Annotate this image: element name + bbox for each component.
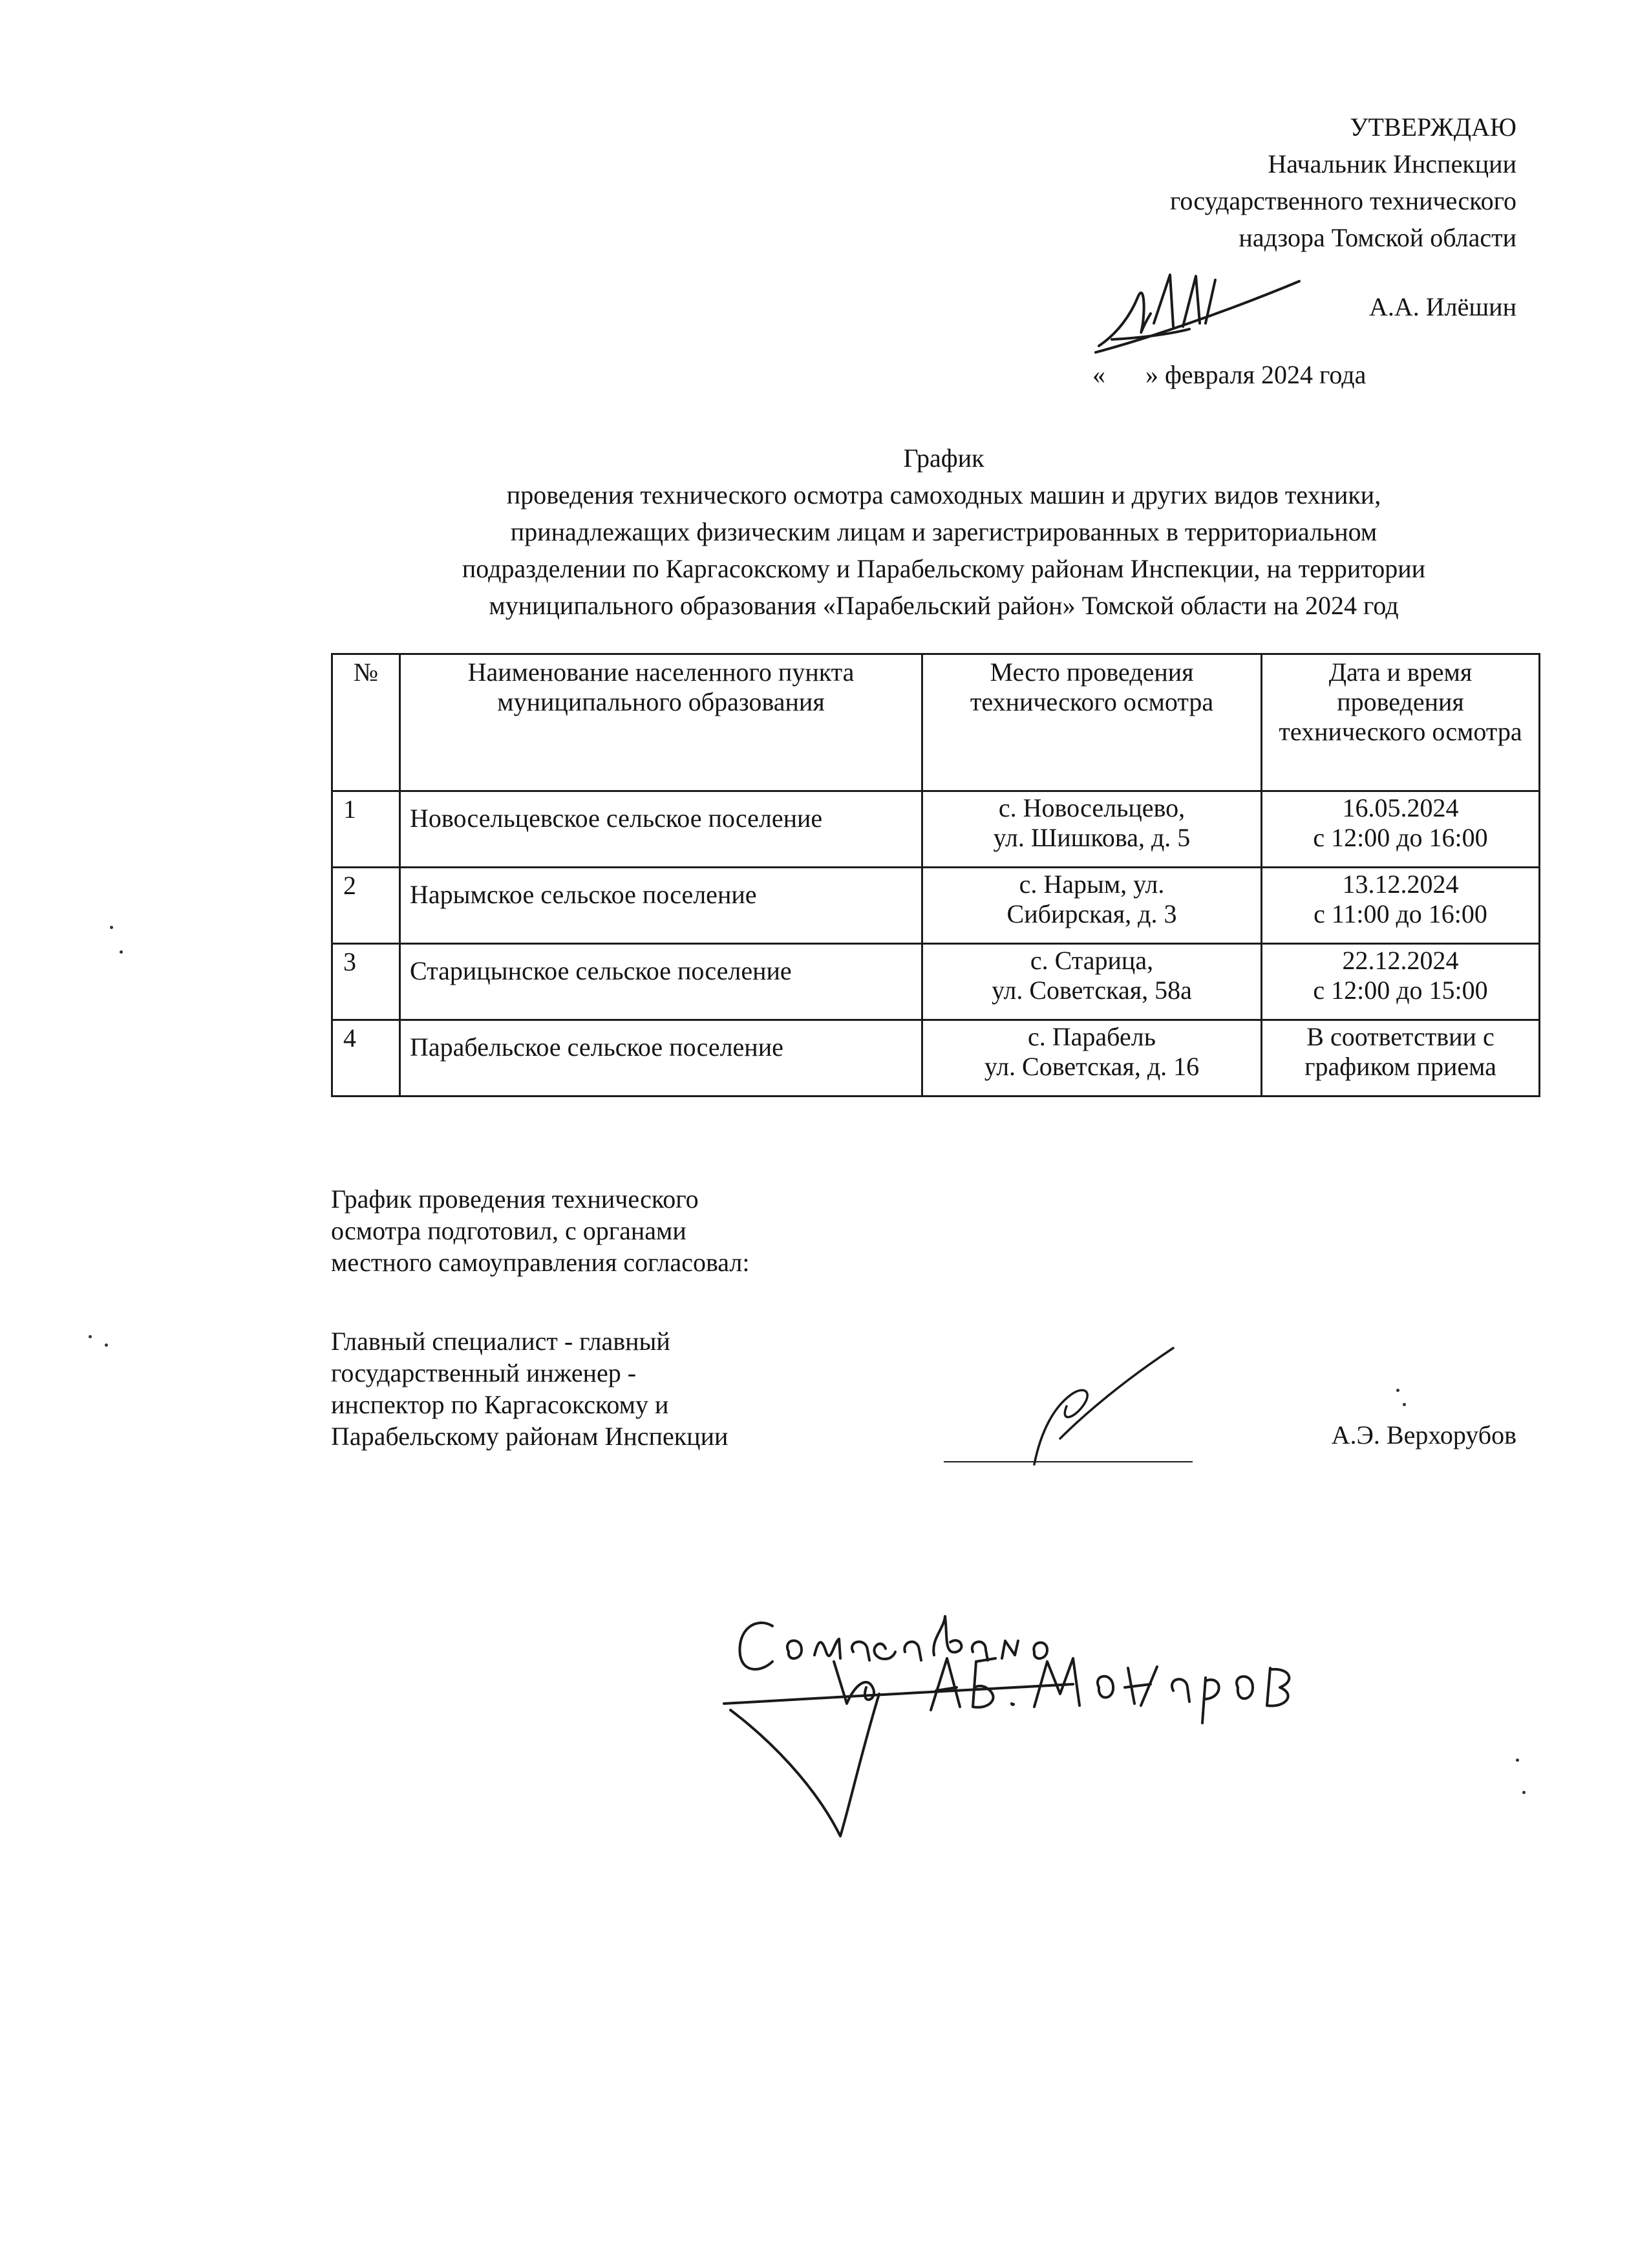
prepared-line: местного самоуправления согласовал:: [331, 1248, 750, 1277]
place-line: с. Новосельцево,: [998, 793, 1186, 822]
table-row: [332, 944, 1540, 1020]
scan-speck: [110, 926, 113, 929]
approval-date: [1092, 360, 1366, 390]
date-quote-open: «: [1092, 360, 1105, 389]
row-number: 3: [332, 944, 400, 1020]
scan-speck: [1396, 1389, 1399, 1392]
row-settlement: Новосельцевское сельское поселение: [400, 791, 922, 868]
scan-speck: [120, 950, 123, 954]
place-line: ул. Шишкова, д. 5: [993, 823, 1191, 852]
scan-speck: [89, 1335, 92, 1338]
row-number: 4: [332, 1020, 400, 1097]
row-number: 1: [332, 791, 400, 868]
table-row: [332, 868, 1540, 944]
row-settlement: Старицынское сельское поселение: [400, 944, 922, 1020]
table-header-row: [332, 654, 1540, 791]
approver-signature: [1092, 262, 1306, 359]
date-line: 22.12.2024: [1342, 946, 1459, 975]
row-settlement: Нарымское сельское поселение: [400, 868, 922, 944]
approval-position-line: государственного технического: [1169, 186, 1516, 215]
header-number: №: [332, 654, 400, 791]
scan-speck: [1516, 1759, 1519, 1762]
row-datetime: [1262, 944, 1540, 1020]
row-place: [922, 791, 1262, 868]
date-line: 16.05.2024: [1342, 793, 1459, 822]
specialist-signature: [1021, 1342, 1176, 1471]
time-line: с 12:00 до 15:00: [1313, 976, 1488, 1005]
date-rest: » февраля 2024 года: [1145, 360, 1367, 389]
place-line: с. Нарым, ул.: [1019, 870, 1165, 899]
place-line: Сибирская, д. 3: [1006, 899, 1177, 928]
time-line: с 12:00 до 16:00: [1313, 823, 1488, 852]
document-title: [336, 440, 1551, 624]
place-line: ул. Советская, 58а: [992, 976, 1192, 1005]
title-line: принадлежащих физическим лицам и зарегистрированных в территориальном: [510, 517, 1378, 546]
row-place: [922, 944, 1262, 1020]
specialist-line: инспектор по Каргасокскому и: [331, 1390, 669, 1419]
approval-heading: УТВЕРЖДАЮ: [1350, 112, 1516, 142]
place-line: с. Старица,: [1030, 946, 1154, 975]
scan-speck: [105, 1343, 108, 1347]
row-datetime: [1262, 1020, 1540, 1097]
specialist-line: Парабельскому районам Инспекции: [331, 1422, 729, 1451]
title-line: проведения технического осмотра самоходных машин и других видов техники,: [506, 480, 1381, 509]
title-line: муниципального образования «Парабельский район» Томской области на 2024 год: [489, 591, 1399, 620]
time-line: с 11:00 до 16:00: [1314, 899, 1487, 928]
table-row: [332, 1020, 1540, 1097]
row-place: [922, 1020, 1262, 1097]
table-row: [332, 791, 1540, 868]
schedule-table: [331, 653, 1540, 1097]
handwritten-agreement: [711, 1590, 1409, 1901]
specialist-line: Главный специалист - главный: [331, 1327, 670, 1356]
approval-position-line: Начальник Инспекции: [1268, 149, 1516, 178]
date-line: В соответствии с: [1306, 1022, 1495, 1051]
title-line: подразделении по Каргасокскому и Парабельскому районам Инспекции, на территории: [462, 554, 1426, 583]
specialist-position: [331, 1325, 977, 1452]
approver-name: А.А. Илёшин: [1369, 292, 1516, 321]
header-settlement: Наименование населенного пункта муниципального образования: [400, 654, 922, 791]
header-place: Место проведения технического осмотра: [922, 654, 1262, 791]
row-datetime: [1262, 791, 1540, 868]
specialist-line: государственный инженер -: [331, 1358, 637, 1387]
specialist-name: А.Э. Верхорубов: [1331, 1420, 1516, 1450]
prepared-note: [331, 1183, 977, 1278]
scan-speck: [1522, 1791, 1526, 1794]
approval-block: [1170, 109, 1516, 256]
row-datetime: [1262, 868, 1540, 944]
header-datetime: Дата и время проведения технического осмотра: [1262, 654, 1540, 791]
date-line: 13.12.2024: [1342, 870, 1459, 899]
row-settlement: Парабельское сельское поселение: [400, 1020, 922, 1097]
place-line: ул. Советская, д. 16: [984, 1052, 1200, 1081]
prepared-line: График проведения технического: [331, 1184, 699, 1214]
row-number: 2: [332, 868, 400, 944]
signature-line: [944, 1461, 1193, 1462]
row-place: [922, 868, 1262, 944]
scan-speck: [1403, 1403, 1406, 1406]
time-line: графиком приема: [1304, 1052, 1496, 1081]
place-line: с. Парабель: [1028, 1022, 1156, 1051]
title-main: График: [903, 444, 984, 473]
approval-position-line: надзора Томской области: [1239, 223, 1516, 252]
prepared-line: осмотра подготовил, с органами: [331, 1216, 686, 1245]
